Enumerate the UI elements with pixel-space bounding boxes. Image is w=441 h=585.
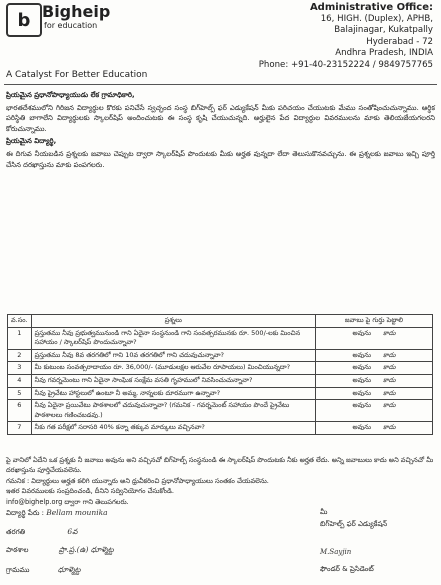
village-row — [6, 565, 81, 576]
question-number: 7 — [8, 422, 32, 435]
answer-no-option[interactable]: కాదు — [383, 388, 396, 397]
answer-cell — [316, 422, 433, 435]
phone: Phone: +91-40-23152224 / 9849757765 — [258, 59, 433, 70]
question-number: 6 — [8, 400, 32, 422]
note: ఇతర వివరములకు సంప్రదించండి, దీనిని సద్వినియోగం చేసుకోండి. — [6, 487, 174, 496]
school-value[interactable]: ప్రా.ప్ర.(ఉ) ధూళ్మెట్ట — [58, 545, 114, 554]
col-header-question: ప్రశ్నలు — [31, 315, 315, 328]
student-name-row — [6, 508, 108, 519]
letter-body — [6, 90, 435, 172]
question-text: నీవు గవర్నమెంటు గాని ఏదైనా సాంఘిక సంక్షేమ వసతి గృహములో నివసించుచున్నావా? — [31, 374, 315, 387]
question-row — [8, 422, 433, 435]
salutation: ప్రియమైన ప్రధానోపాధ్యాయుడు లేక గ్రామాధికారి, — [6, 91, 135, 99]
brand-name: Bigheip — [42, 2, 111, 21]
col-header-number: వ.సం. — [8, 315, 32, 328]
organization-name: బిగ్‌హెల్ప్ ఫర్ ఎడ్యుకేషన్ — [320, 520, 388, 528]
answer-yes-option[interactable]: అవును — [352, 350, 371, 359]
answer-cell — [316, 362, 433, 375]
answer-cell — [316, 327, 433, 349]
village-value[interactable]: ధూళ్మెట్ట — [57, 565, 81, 574]
question-number: 3 — [8, 362, 32, 375]
bighelp-logo: b — [6, 3, 42, 37]
question-row — [8, 362, 433, 375]
class-label: తరగతి — [6, 528, 26, 536]
question-number: 2 — [8, 349, 32, 362]
note: గమనిక : విద్యార్థులు అర్హత కలిగి యున్నారు అని ధ్రువీకరించి ప్రధానోపాధ్యాయులు సంతకం చేయవలెను. — [6, 476, 269, 485]
office-title: Administrative Office: — [309, 2, 433, 13]
instructions — [6, 456, 435, 509]
paragraph: ఈ దిగువ నీయబడిన ప్రశ్నలకు జవాబు చెప్పుట ద్వారా స్కాలర్‌షిప్ పొందుటకు మీకు అర్హత వున్నదా లేదా తెలుసుకొనవచ్చును. ఈ ప్రశ్నలకు జవాబు ఇచ్చి పూర్తి చేసిన దరఖాస్తును మాకు పంపగలరు. — [6, 149, 435, 169]
class-value[interactable]: 6వ — [67, 527, 78, 536]
answer-no-option[interactable]: కాదు — [383, 375, 396, 384]
questionnaire-table — [7, 314, 433, 435]
designation: ఫౌండర్ & ప్రెసిడెంట్ — [320, 565, 374, 573]
address-line: Hyderabad - 72 — [366, 36, 433, 47]
tagline: A Catalyst For Better Education — [6, 70, 148, 80]
note: పై వానిలో ఏదేని ఒక ప్రశ్నకు నీ జవాబు అవును అని వచ్చినచో బిగ్‌హెల్ప్ సంస్థనుండి ఈ స్కాలర్‌షిప్ పొందుటకు నీకు అర్హత లేదు. అన్ని జవాబులు కాదు అని వచ్చినచో మీ దరఖాస్తును పూర్తిచేయవలెను. — [6, 456, 434, 474]
class-row — [6, 527, 78, 538]
answer-cell — [316, 349, 433, 362]
header-divider — [4, 84, 437, 85]
answer-no-option[interactable]: కాదు — [383, 423, 396, 432]
question-number: 4 — [8, 374, 32, 387]
answer-yes-option[interactable]: అవును — [352, 423, 371, 432]
name-value[interactable]: Bellam mounika — [46, 508, 108, 517]
office-address — [248, 2, 433, 72]
question-text: నీవు ఏదైనా ప్రయివేటు పాఠశాలలో చదువుచున్నావా? (గమనిక - గవర్నమెంట్ సహాయం పొందే ప్రైవేటు పాఠశాలలు గణించబడవు.) — [31, 400, 315, 422]
question-row — [8, 349, 433, 362]
village-label: గ్రామము — [6, 566, 30, 574]
answer-no-option[interactable]: కాదు — [383, 363, 396, 372]
answer-no-option[interactable]: కాదు — [383, 401, 396, 410]
answer-yes-option[interactable]: అవును — [352, 388, 371, 397]
question-row — [8, 327, 433, 349]
question-text: ప్రస్తుతము నీవు ప్రభుత్వమునుండి గాని ఏదైనా సంస్థనుండి గాని సంవత్సరమునకు రూ. 500/-లకు మించిన సహాయం / స్కాలర్‌షిప్ పొందుచున్నావా? — [31, 327, 315, 349]
school-row — [6, 545, 114, 556]
question-text: నీవు ప్రైవేటు హాస్టలులో ఉంటూ నీ అమ్మ, నాన్నలకు దూరముగా ఉన్నావా? — [31, 387, 315, 400]
address-line: Andhra Pradesh, INDIA — [335, 48, 433, 59]
answer-cell — [316, 387, 433, 400]
question-row — [8, 374, 433, 387]
question-number: 1 — [8, 327, 32, 349]
answer-no-option[interactable]: కాదు — [383, 328, 396, 337]
answer-yes-option[interactable]: అవును — [352, 401, 371, 410]
answer-no-option[interactable]: కాదు — [383, 350, 396, 359]
answer-cell — [316, 400, 433, 422]
name-label: విద్యార్థి పేరు : — [6, 509, 44, 517]
question-text: నీకు గత పరీక్షలో సరాసరి 40% కన్నా తక్కువ మార్కులు వచ్చినవా? — [31, 422, 315, 435]
question-text: మీ కుటుంబ సంవత్సరాదాయం రూ. 36,000/- (మూడులక్షల ఆరువేల రూపాయలు) మించియున్నదా? — [31, 362, 315, 375]
answer-cell — [316, 374, 433, 387]
signature: M.Sayjin — [320, 548, 352, 556]
answer-yes-option[interactable]: అవును — [352, 363, 371, 372]
email-note: info@bighelp.org ద్వారా గాని తెలుపగలరు. — [6, 498, 129, 507]
paragraph: భారతదేశములోని గిరిజన విద్యార్థుల కొరకు పనిచేసే స్వచ్ఛంద సంస్థ బిగ్‌హెల్ప్ ఫర్ ఎడ్యుకేషన్ మీకు పరిచయం చేయుటకు మేము సంతోషించుచున్నాము. ఆర్థిక పరిస్థితి బాగాలేని విద్యార్థులకు స్కాలర్‌షిప్ అందించుటకు ఈ సంస్థ కృషి చేయుచున్నది. అర్హులైన పేద విద్యార్థుల వివరములను మాకు తెలియజేయగలరని కోరుచున్నాము. — [6, 103, 435, 133]
answer-yes-option[interactable]: అవును — [352, 375, 371, 384]
question-number: 5 — [8, 387, 32, 400]
answer-yes-option[interactable]: అవును — [352, 328, 371, 337]
regards: మీ — [320, 508, 328, 516]
question-row — [8, 400, 433, 422]
col-header-answer: జవాబు పై గుర్తు పెట్టాలి — [316, 315, 433, 328]
question-row — [8, 387, 433, 400]
address-line: Balajinagar, Kukatpally — [334, 25, 433, 36]
school-label: పాఠశాల — [6, 546, 29, 554]
brand-subtitle: for education — [44, 21, 98, 30]
address-line: 16, HIGH. (Duplex), APHB, — [320, 13, 433, 24]
question-text: ప్రస్తుతము నీవు 8వ తరగతిలో గాని 10వ తరగతిలో గాని చదువుచున్నావా? — [31, 349, 315, 362]
section-title: ప్రియమైన విద్యార్థి, — [6, 137, 57, 146]
